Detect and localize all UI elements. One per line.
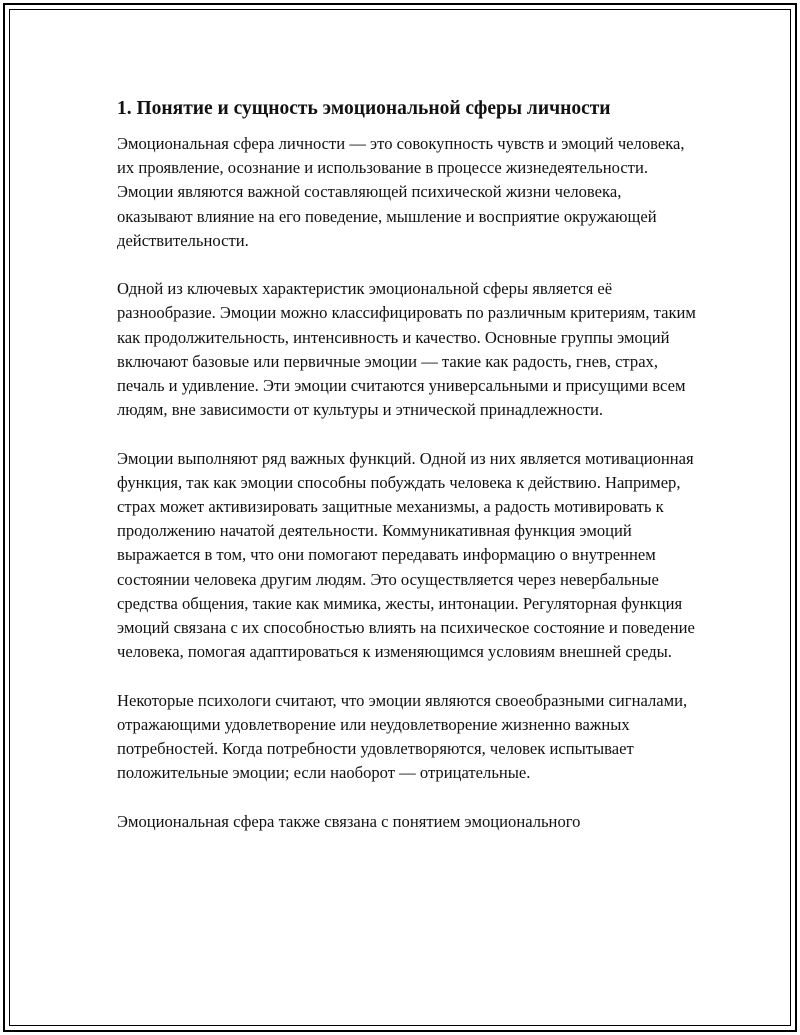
paragraph-definition: Эмоциональная сфера личности — это совокупность чувств и эмоций человека, их проявление, осознание и использование в процессе жизнедеятельности. Эмоции являются важной составляющей психической жизни человека, оказывают влияние на его поведение, мышление и восприятие окружающей действительности. [117, 134, 685, 250]
paragraph-functions: Эмоции выполняют ряд важных функций. Одной из них является мотивационная функция, так как эмоции способны побуждать человека к действию. Например, страх может активизировать защитные механизмы, а радость мотивировать к продолжению начатой деятельности. Коммуникативная функция эмоций выражается в том, что они помогают передавать информацию о внутреннем состоянии человека другим людям. Это осуществляется через невербальные средства общения, такие как мимика, жесты, интонации. Регуляторная функция эмоций связана с их способностью влиять на психическое состояние и поведение человека, помогая адаптироваться к изменяющимся условиям внешней среды. [117, 448, 695, 662]
paragraph-signals: Некоторые психологи считают, что эмоции являются своеобразными сигналами, отражающими удовлетворение или неудовлетворение жизненно важных потребностей. Когда потребности удовлетворяются, человек испытывает положительные эмоции; если наоборот — отрицательные. [117, 690, 688, 783]
section-title: 1. Понятие и сущность эмоциональной сферы личности [117, 98, 611, 119]
document-body [117, 96, 697, 858]
paragraph-continuation: Эмоциональная сфера также связана с понятием эмоционального [117, 811, 581, 831]
paragraph-diversity: Одной из ключевых характеристик эмоциональной сферы является её разнообразие. Эмоции можно классифицировать по различным критериям, таким как продолжительность, интенсивность и качество. Основные группы эмоций включают базовые или первичные эмоции — такие как радость, гнев, страх, печаль и удивление. Эти эмоции считаются универсальными и присущими всем людям, вне зависимости от культуры и этнической принадлежности. [117, 279, 696, 420]
